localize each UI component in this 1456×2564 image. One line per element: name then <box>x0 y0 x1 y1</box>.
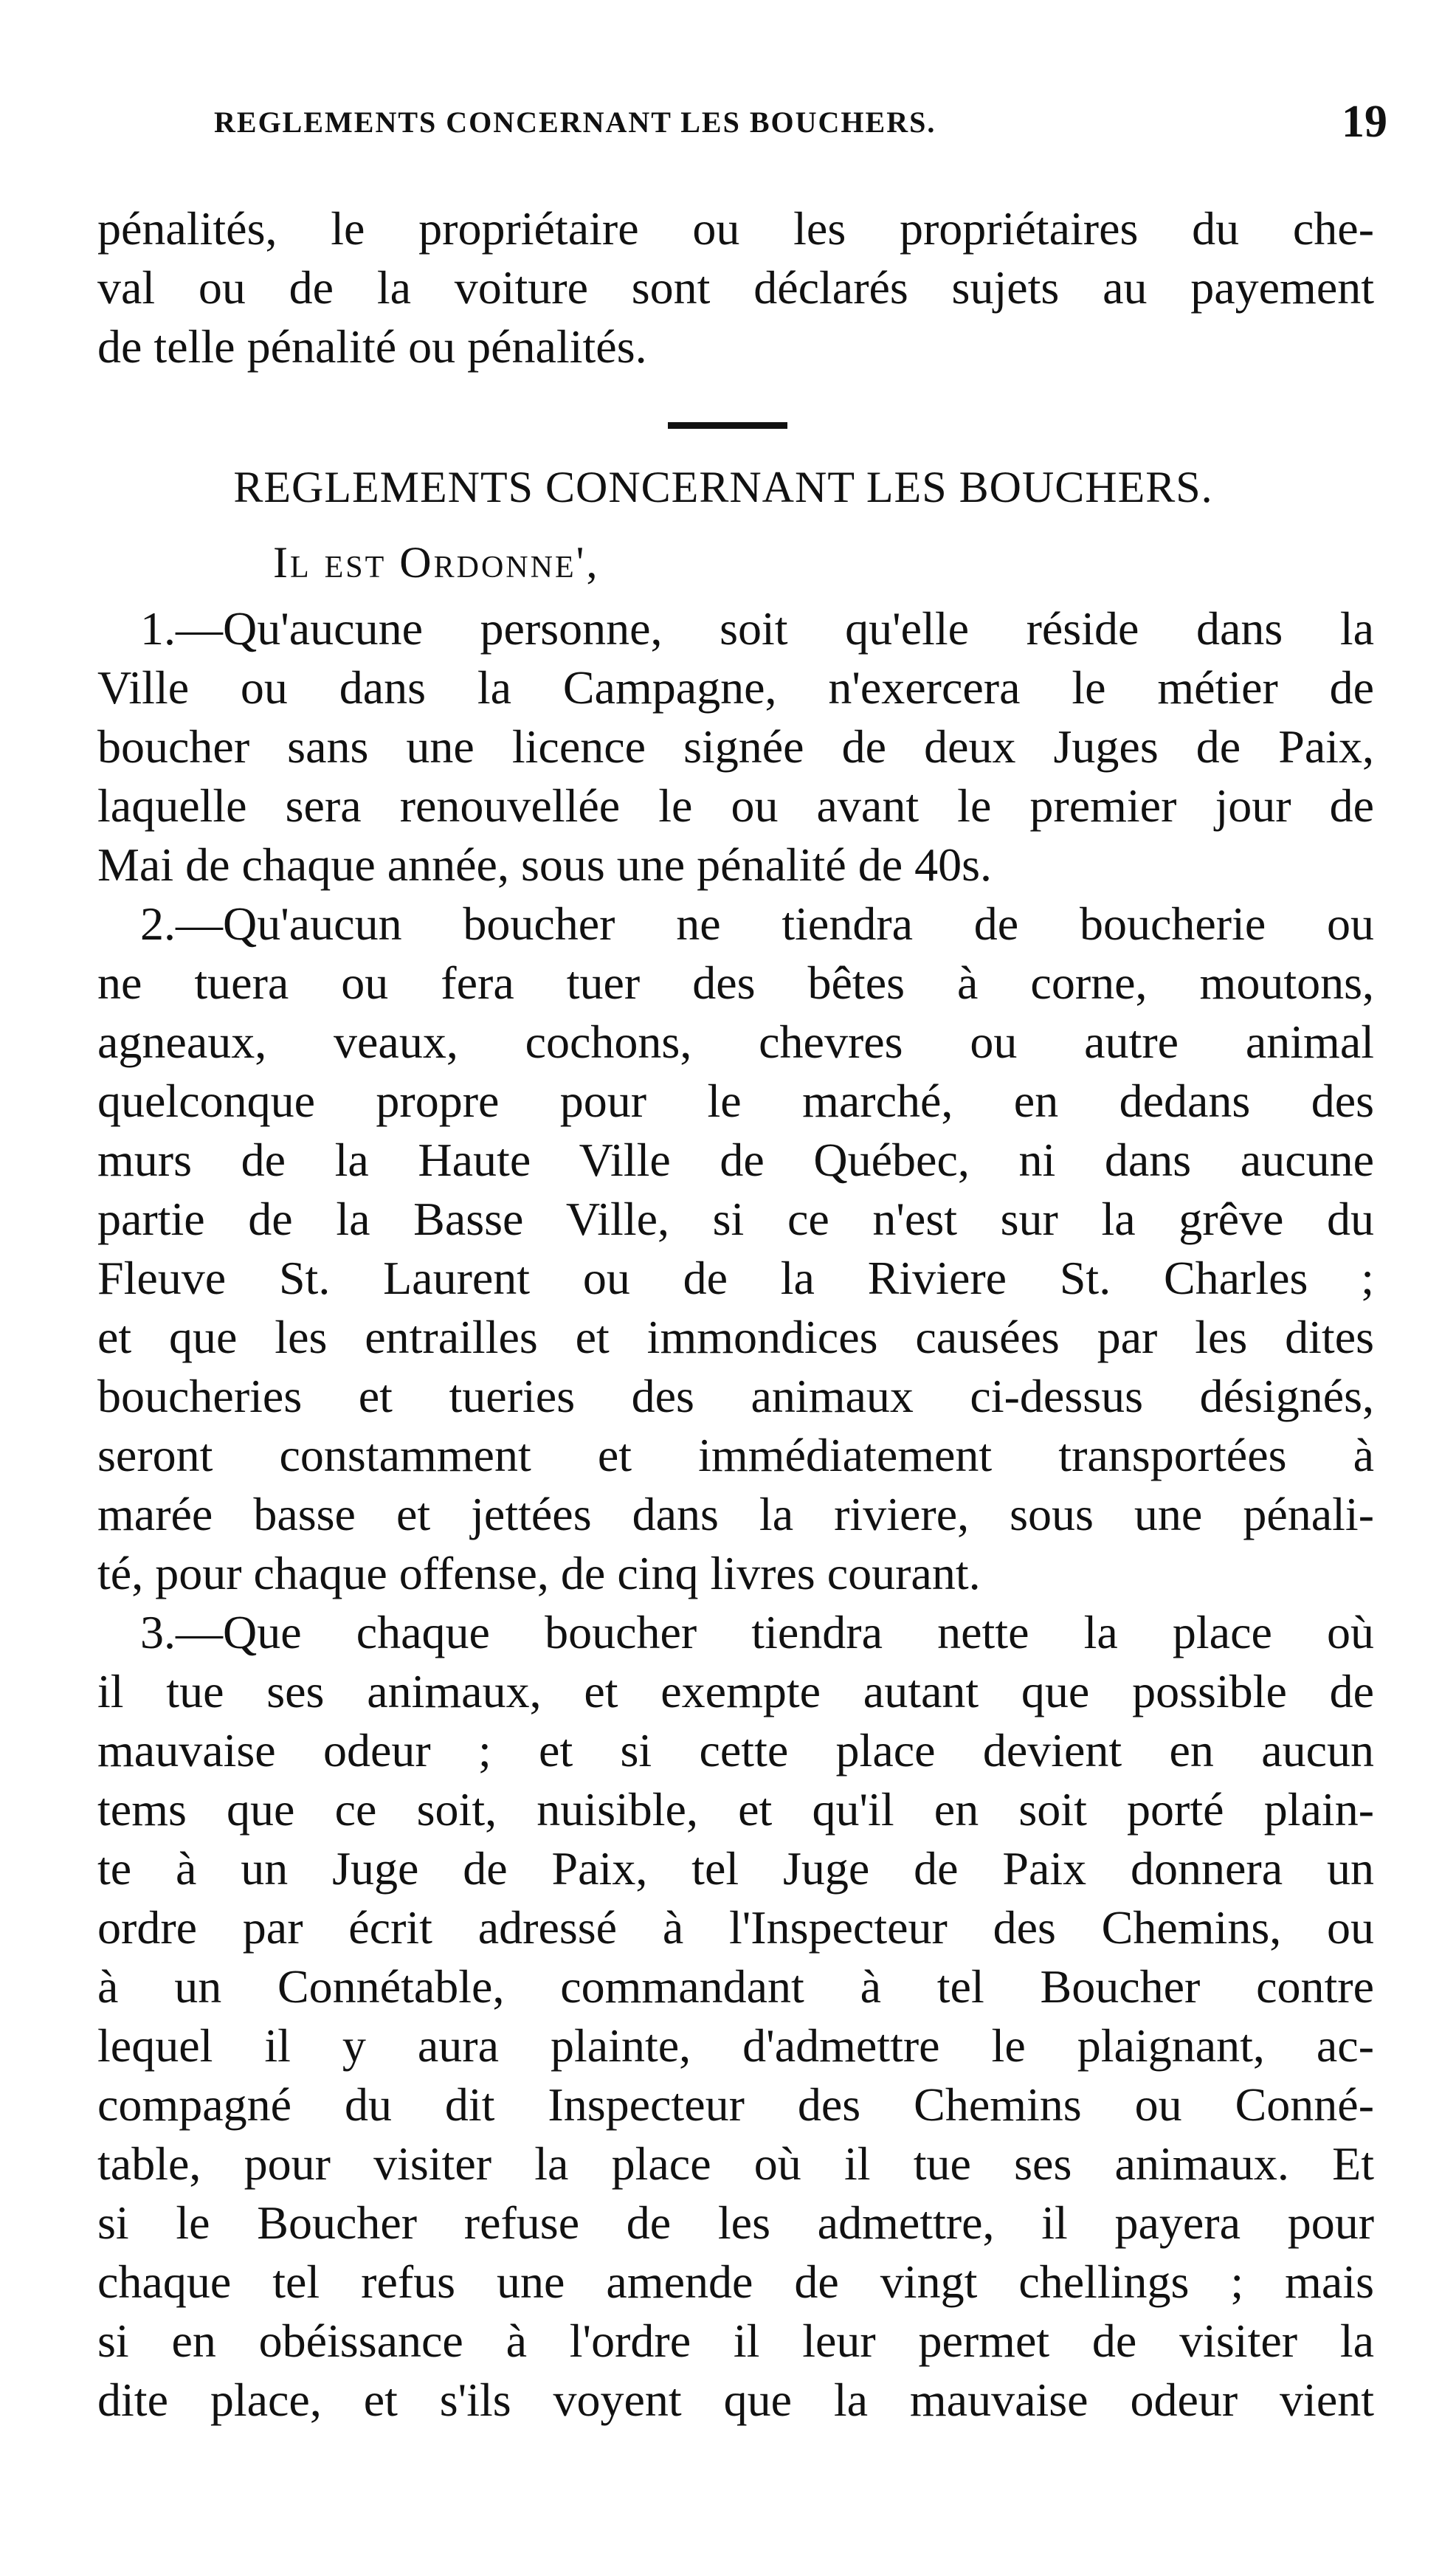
text-line: partie de la Basse Ville, si ce n'est sur la grêve du <box>97 1193 1374 1245</box>
text-line: val ou de la voiture sont déclarés sujets au payement <box>97 261 1374 314</box>
text-line: dite place, et s'ils voyent que la mauvaise odeur vient <box>97 2374 1374 2426</box>
text-line: 2.—Qu'aucun boucher ne tiendra de boucherie ou <box>140 897 1374 950</box>
section-divider-rule <box>668 422 787 429</box>
text-line: marée basse et jettées dans la riviere, sous une pénali- <box>97 1488 1374 1540</box>
text-line: tems que ce soit, nuisible, et qu'il en soit porté plain- <box>97 1783 1374 1836</box>
text-line: murs de la Haute Ville de Québec, ni dans aucune <box>97 1134 1374 1186</box>
text-line: laquelle sera renouvellée le ou avant le premier jour de <box>97 779 1374 832</box>
text-line: compagné du dit Inspecteur des Chemins ou Conné- <box>97 2078 1374 2131</box>
text-line: ordre par écrit adressé à l'Inspecteur des Chemins, ou <box>97 1901 1374 1954</box>
text-line: Mai de chaque année, sous une pénalité de 40s. <box>97 838 993 891</box>
text-line: chaque tel refus une amende de vingt chellings ; mais <box>97 2255 1374 2308</box>
text-line: seront constamment et immédiatement transportées à <box>97 1429 1374 1481</box>
text-line: té, pour chaque offense, de cinq livres courant. <box>97 1547 981 1599</box>
text-line: te à un Juge de Paix, tel Juge de Paix donnera un <box>97 1842 1374 1895</box>
text-line: et que les entrailles et immondices causées par les dites <box>97 1311 1374 1363</box>
text-line: si en obéissance à l'ordre il leur permet de visiter la <box>97 2315 1374 2367</box>
text-line: boucher sans une licence signée de deux Juges de Paix, <box>97 720 1374 773</box>
text-line: de telle pénalité ou pénalités. <box>97 320 647 373</box>
running-head-title: REGLEMENTS CONCERNANT LES BOUCHERS. <box>214 106 936 139</box>
text-line: 1.—Qu'aucune personne, soit qu'elle réside dans la <box>140 602 1374 655</box>
text-line: agneaux, veaux, cochons, chevres ou autre animal <box>97 1016 1374 1068</box>
text-line: table, pour visiter la place où il tue ses animaux. Et <box>97 2137 1374 2190</box>
text-line: boucheries et tueries des animaux ci-dessus désignés, <box>97 1370 1374 1422</box>
running-head <box>199 96 1387 162</box>
text-line: Fleuve St. Laurent ou de la Riviere St. Charles ; <box>97 1252 1374 1304</box>
text-line: à un Connétable, commandant à tel Boucher contre <box>97 1960 1374 2013</box>
text-line: pénalités, le propriétaire ou les propriétaires du che- <box>97 202 1374 255</box>
text-line: mauvaise odeur ; et si cette place devient en aucun <box>97 1724 1374 1776</box>
page-number: 19 <box>1342 97 1387 147</box>
text-line: quelconque propre pour le marché, en dedans des <box>97 1075 1374 1127</box>
text-line: si le Boucher refuse de les admettre, il payera pour <box>97 2196 1374 2249</box>
text-line: ne tuera ou fera tuer des bêtes à corne, moutons, <box>97 957 1374 1009</box>
text-line: lequel il y aura plainte, d'admettre le plaignant, ac- <box>97 2019 1374 2072</box>
section-heading: REGLEMENTS CONCERNANT LES BOUCHERS. <box>233 463 1213 511</box>
ordonne-heading: Il est Ordonne', <box>273 538 600 587</box>
text-line: Ville ou dans la Campagne, n'exercera le métier de <box>97 661 1374 714</box>
text-line: 3.—Que chaque boucher tiendra nette la place où <box>140 1606 1374 1658</box>
text-line: il tue ses animaux, et exempte autant que possible de <box>97 1665 1374 1717</box>
